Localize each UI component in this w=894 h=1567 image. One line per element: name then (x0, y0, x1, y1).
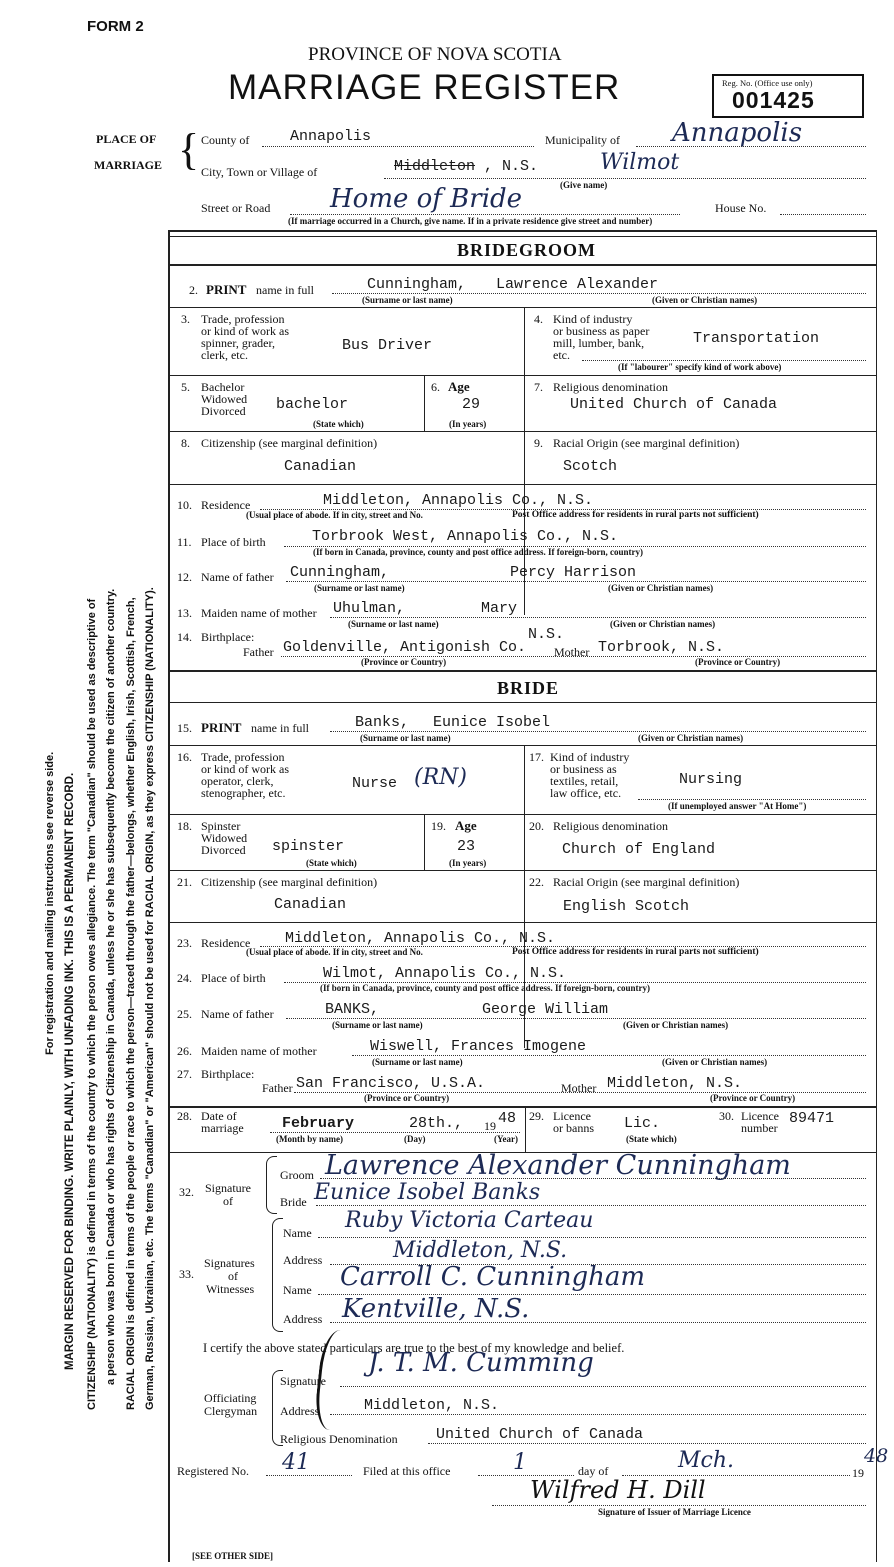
f14-prov-caption-2: (Province or Country) (695, 657, 781, 667)
f26-num: 26. (177, 1044, 192, 1058)
groom-trade: Bus Driver (342, 337, 433, 354)
county-label: County of (201, 133, 250, 147)
licence-type: Lic. (624, 1115, 661, 1132)
street-label: Street or Road (201, 201, 271, 215)
f16-l1: Trade, profession (201, 750, 285, 764)
groom-given: Lawrence Alexander (496, 276, 659, 293)
f5-l2: Widowed (201, 392, 248, 406)
f3-l3: spinner, grader, (201, 336, 276, 350)
f4-l3: mill, lumber, bank, (553, 336, 645, 350)
w2-name: Carroll C. Cunningham (340, 1262, 646, 1292)
groom-citizenship: Canadian (284, 458, 357, 475)
f6-num: 6. (431, 380, 440, 394)
f27-num: 27. (177, 1067, 192, 1081)
f2-label: name in full (256, 283, 314, 297)
f27-prov-caption-1: (Province or Country) (364, 1093, 450, 1103)
f11-num: 11. (177, 535, 192, 549)
groom-residence: Middleton, Annapolis Co., N.S. (323, 492, 594, 509)
f16-l4: stenographer, etc. (201, 786, 286, 800)
f23-label: Residence (201, 936, 251, 950)
f14-label: Birthplace: (201, 630, 255, 644)
f18-l1: Spinster (201, 819, 241, 833)
bride-in-years: (In years) (449, 858, 487, 868)
f28-l1: Date of (201, 1109, 237, 1123)
f32-l2: of (223, 1194, 233, 1208)
f19-num: 19. (431, 819, 446, 833)
f15-print: PRINT (201, 720, 242, 735)
marriage-year-prefix: 19 (484, 1119, 496, 1133)
f6-label: Age (448, 379, 470, 394)
w1-name-label: Name (283, 1226, 312, 1240)
f4-note: (If "labourer" specify kind of work above) (618, 362, 782, 372)
f28-l2: marriage (201, 1121, 244, 1135)
groom-status: bachelor (276, 396, 349, 413)
f19-label: Age (455, 818, 477, 833)
f30-l2: number (741, 1121, 778, 1135)
f29-l1: Licence (553, 1109, 591, 1123)
registered-label: Registered No. (177, 1464, 249, 1478)
f24-note: (If born in Canada, province, county and post office address. If foreign-born, country) (320, 983, 651, 993)
street-note: (If marriage occurred in a Church, give name. If in a private residence give street and number) (288, 216, 653, 226)
f30-num: 30. (719, 1109, 734, 1123)
marriage-day: 28th., (409, 1115, 464, 1132)
city-suffix: , N.S. (484, 158, 539, 175)
f32-l1: Signature (205, 1181, 251, 1195)
licence-number: 89471 (789, 1110, 835, 1127)
groom-in-years: (In years) (449, 419, 487, 429)
f13-surname-caption: (Surname or last name) (348, 619, 439, 629)
filed-month: Mch. (678, 1448, 735, 1473)
groom-religion: United Church of Canada (570, 396, 778, 413)
groom-mother-birth: Torbrook, N.S. (598, 639, 725, 656)
bride-heading: BRIDE (497, 678, 560, 698)
f17-l2: or business as (550, 762, 617, 776)
margin-line-5: RACIAL ORIGIN is defined in terms of the people or race to which the person—traced through the father—belongs, whether English, Irish, Scottish, French, (125, 597, 137, 1410)
page-title: MARRIAGE REGISTER (228, 68, 621, 107)
f8-label: Citizenship (see marginal definition) (201, 436, 378, 450)
groom-age: 29 (462, 396, 481, 413)
clergy-religion: United Church of Canada (436, 1426, 644, 1443)
clergy-signature: J. T. M. Cumming (368, 1348, 594, 1378)
bride-state-which: (State which) (306, 858, 357, 868)
f3-l1: Trade, profession (201, 312, 285, 326)
f10-note-a: (Usual place of abode. If in city, street and No. (246, 510, 423, 520)
margin-line-2: MARGIN RESERVED FOR BINDING. WRITE PLAINLY, WITH UNFADING INK. THIS IS A PERMANENT RECORD. (64, 772, 76, 1370)
reg-no: 001425 (732, 87, 815, 113)
place-label-2: MARRIAGE (94, 158, 162, 172)
f4-l4: etc. (553, 348, 570, 362)
f17-l4: law office, etc. (550, 786, 622, 800)
f17-l3: textiles, retail, (550, 774, 619, 788)
f14-num: 14. (177, 630, 192, 644)
bride-religion: Church of England (562, 841, 716, 858)
f27-father-label: Father (262, 1081, 293, 1095)
bride-birth: Wilmot, Annapolis Co., N.S. (323, 965, 567, 982)
f18-l3: Divorced (201, 843, 246, 857)
street-value: Home of Bride (330, 184, 523, 214)
bride-trade: Nurse (352, 775, 398, 792)
bride-signature: Eunice Isobel Banks (314, 1180, 541, 1205)
f9-label: Racial Origin (see marginal definition) (553, 436, 740, 450)
bride-industry: Nursing (679, 771, 743, 788)
officiating-l1: Officiating (204, 1391, 257, 1405)
f13-num: 13. (177, 606, 192, 620)
see-other-side: [SEE OTHER SIDE] (192, 1551, 274, 1561)
groom-father-birth: Goldenville, Antigonish Co. (283, 639, 527, 656)
f3-l2: or kind of work as (201, 324, 289, 338)
f10-label: Residence (201, 498, 251, 512)
f12-surname-caption: (Surname or last name) (314, 583, 405, 593)
province-title: PROVINCE OF NOVA SCOTIA (308, 44, 562, 65)
clergy-address: Middleton, N.S. (364, 1397, 500, 1414)
f7-label: Religious denomination (553, 380, 668, 394)
day-caption: (Day) (404, 1134, 426, 1144)
bride-father-birth: San Francisco, U.S.A. (296, 1075, 486, 1092)
margin-line-1: For registration and mailing instructions see reverse side. (44, 751, 56, 1055)
f33-l2: of (228, 1269, 238, 1283)
form-label: FORM 2 (87, 18, 144, 35)
f24-num: 24. (177, 971, 192, 985)
f21-num: 21. (177, 875, 192, 889)
bride-mother-birth: Middleton, N.S. (607, 1075, 743, 1092)
f25-label: Name of father (201, 1007, 274, 1021)
bride-citizenship: Canadian (274, 896, 347, 913)
bride-father-surname: BANKS, (325, 1001, 380, 1018)
f21-label: Citizenship (see marginal definition) (201, 875, 378, 889)
bride-trade-hand: (RN) (414, 765, 467, 790)
f29-num: 29. (529, 1109, 544, 1123)
w1-address: Middleton, N.S. (393, 1238, 568, 1263)
groom-racial: Scotch (563, 458, 618, 475)
groom-father-birth-ns: N.S. (528, 626, 565, 643)
f33-l1: Signatures (204, 1256, 255, 1270)
f33-num: 33. (179, 1267, 194, 1281)
f18-num: 18. (177, 819, 192, 833)
f11-label: Place of birth (201, 535, 266, 549)
f22-label: Racial Origin (see marginal definition) (553, 875, 740, 889)
groom-mother-surname: Uhulman, (333, 600, 406, 617)
reg-no-box (712, 74, 864, 118)
f5-l3: Divorced (201, 404, 246, 418)
f20-num: 20. (529, 819, 544, 833)
bride-residence: Middleton, Annapolis Co., N.S. (285, 930, 556, 947)
bride-racial: English Scotch (563, 898, 690, 915)
f24-label: Place of birth (201, 971, 266, 985)
municipality-value: Annapolis (672, 118, 803, 148)
f8-num: 8. (181, 436, 190, 450)
filed-year-prefix: 19 (852, 1466, 864, 1480)
f23-note-a: (Usual place of abode. If in city, street and No. (246, 947, 423, 957)
issuer-signature: Wilfred H. Dill (530, 1476, 706, 1504)
groom-father-given: Percy Harrison (510, 564, 637, 581)
f25-num: 25. (177, 1007, 192, 1021)
f14-mother-label: Mother (554, 645, 590, 659)
filed-label: Filed at this office (363, 1464, 451, 1478)
give-name-caption: (Give name) (560, 180, 608, 190)
f29-l2: or banns (553, 1121, 594, 1135)
f13-label: Maiden name of mother (201, 606, 317, 620)
f10-note-b: Post Office address for residents in rural parts not sufficient) (512, 510, 759, 520)
f15-surname-caption: (Surname or last name) (360, 733, 451, 743)
w2-address: Kentville, N.S. (342, 1294, 530, 1324)
f12-given-caption: (Given or Christian names) (608, 583, 714, 593)
licence-state-which: (State which) (626, 1134, 677, 1144)
w2-address-label: Address (283, 1312, 323, 1326)
place-label-1: PLACE OF (96, 132, 157, 146)
f17-note: (If unemployed answer "At Home") (668, 801, 807, 811)
clergy-rel-label: Religious Denomination (280, 1432, 398, 1446)
f22-num: 22. (529, 875, 544, 889)
f17-l1: Kind of industry (550, 750, 630, 764)
clergy-address-label: Address (280, 1404, 320, 1418)
f4-num: 4. (534, 312, 543, 326)
bride-given: Eunice Isobel (433, 714, 551, 731)
filed-year: 48 (864, 1445, 889, 1467)
f30-l1: Licence (741, 1109, 779, 1123)
groom-industry: Transportation (693, 330, 820, 347)
groom-birth: Torbrook West, Annapolis Co., N.S. (312, 528, 619, 545)
f27-mother-label: Mother (561, 1081, 597, 1095)
f27-label: Birthplace: (201, 1067, 255, 1081)
margin-line-4: a person who was born in Canada or who has rights of Citizenship in Canada, unless he or she has subsequently become the citizen of another country. (105, 588, 117, 1385)
bride-status: spinster (272, 838, 345, 855)
county-value: Annapolis (290, 128, 372, 145)
groom-sig-label: Groom (280, 1168, 314, 1182)
f3-num: 3. (181, 312, 190, 326)
f26-surname-caption: (Surname or last name) (372, 1057, 463, 1067)
f3-l4: clerk, etc. (201, 348, 248, 362)
f20-label: Religious denomination (553, 819, 668, 833)
registered-no: 41 (282, 1450, 310, 1475)
f28-num: 28. (177, 1109, 192, 1123)
groom-signature: Lawrence Alexander Cunningham (325, 1150, 791, 1181)
month-caption: (Month by name) (276, 1134, 343, 1144)
groom-state-which: (State which) (313, 419, 364, 429)
city-label: City, Town or Village of (201, 165, 318, 179)
margin-line-3: CITIZENSHIP (NATIONALITY) is defined in terms of the country to which the person owes allegiance. The term "Canadian" should be used as descriptive of (86, 598, 98, 1410)
f14-father-label: Father (243, 645, 274, 659)
groom-father-surname: Cunningham, (290, 564, 390, 581)
bride-age: 23 (457, 838, 476, 855)
given-caption: (Given or Christian names) (652, 295, 758, 305)
bride-father-given: George William (482, 1001, 609, 1018)
f5-l1: Bachelor (201, 380, 245, 394)
f16-l2: or kind of work as (201, 762, 289, 776)
f15-num: 15. (177, 721, 192, 735)
f12-num: 12. (177, 570, 192, 584)
day-of-label: day of (578, 1464, 609, 1478)
filed-day: 1 (513, 1450, 527, 1475)
f26-label: Maiden name of mother (201, 1044, 317, 1058)
officiating-l2: Clergyman (204, 1404, 258, 1418)
f33-l3: Witnesses (206, 1282, 255, 1296)
margin-line-6: German, Russian, Ukrainian, etc. The terms "Canadian" or "American" should not be used for RACIAL ORIGIN, as they express CITIZENSHIP (NATIONALITY). (144, 587, 156, 1410)
f18-l2: Widowed (201, 831, 248, 845)
house-label: House No. (715, 201, 767, 215)
f23-num: 23. (177, 936, 192, 950)
groom-mother-given: Mary (481, 600, 518, 617)
f16-l3: operator, clerk, (201, 774, 274, 788)
f12-label: Name of father (201, 570, 274, 584)
f9-num: 9. (534, 436, 543, 450)
f17-num: 17. (529, 750, 544, 764)
clergy-sig-label: Signature (280, 1374, 326, 1388)
f2-print: PRINT (206, 282, 247, 297)
f27-prov-caption-2: (Province or Country) (710, 1093, 796, 1103)
f11-note: (If born in Canada, province, county and post office address. If foreign-born, country) (313, 547, 644, 557)
municipality-label: Municipality of (545, 133, 620, 147)
f15-given-caption: (Given or Christian names) (638, 733, 744, 743)
f25-given-caption: (Given or Christian names) (623, 1020, 729, 1030)
f32-num: 32. (179, 1185, 194, 1199)
groom-surname: Cunningham, (367, 276, 467, 293)
f4-l1: Kind of industry (553, 312, 633, 326)
w1-name: Ruby Victoria Carteau (345, 1208, 594, 1233)
reg-no-label: Reg. No. (Office use only) (722, 78, 813, 88)
f16-num: 16. (177, 750, 192, 764)
certify-text: I certify the above stated particulars are true to the best of my knowledge and belief. (203, 1341, 625, 1355)
year-caption: (Year) (494, 1134, 518, 1144)
surname-caption: (Surname or last name) (362, 295, 453, 305)
marriage-year: 48 (498, 1110, 517, 1127)
bride-sig-label: Bride (280, 1195, 307, 1209)
brace: { (178, 125, 200, 174)
f13-given-caption: (Given or Christian names) (610, 619, 716, 629)
bride-mother: Wiswell, Frances Imogene (370, 1038, 587, 1055)
issuer-caption: Signature of Issuer of Marriage Licence (598, 1507, 751, 1517)
city-written: Wilmot (600, 150, 680, 175)
f2-num: 2. (189, 283, 198, 297)
f7-num: 7. (534, 380, 543, 394)
f10-num: 10. (177, 498, 192, 512)
f14-prov-caption-1: (Province or Country) (361, 657, 447, 667)
f23-note-b: Post Office address for residents in rural parts not sufficient) (512, 947, 759, 957)
f4-l2: or business as paper (553, 324, 650, 338)
bridegroom-heading: BRIDEGROOM (457, 240, 597, 260)
f26-given-caption: (Given or Christian names) (662, 1057, 768, 1067)
f25-surname-caption: (Surname or last name) (332, 1020, 423, 1030)
marriage-month: February (282, 1115, 355, 1132)
w1-address-label: Address (283, 1253, 323, 1267)
f5-num: 5. (181, 380, 190, 394)
bride-surname: Banks, (355, 714, 410, 731)
city-struck: Middleton (394, 158, 476, 175)
f15-label: name in full (251, 721, 309, 735)
w2-name-label: Name (283, 1283, 312, 1297)
